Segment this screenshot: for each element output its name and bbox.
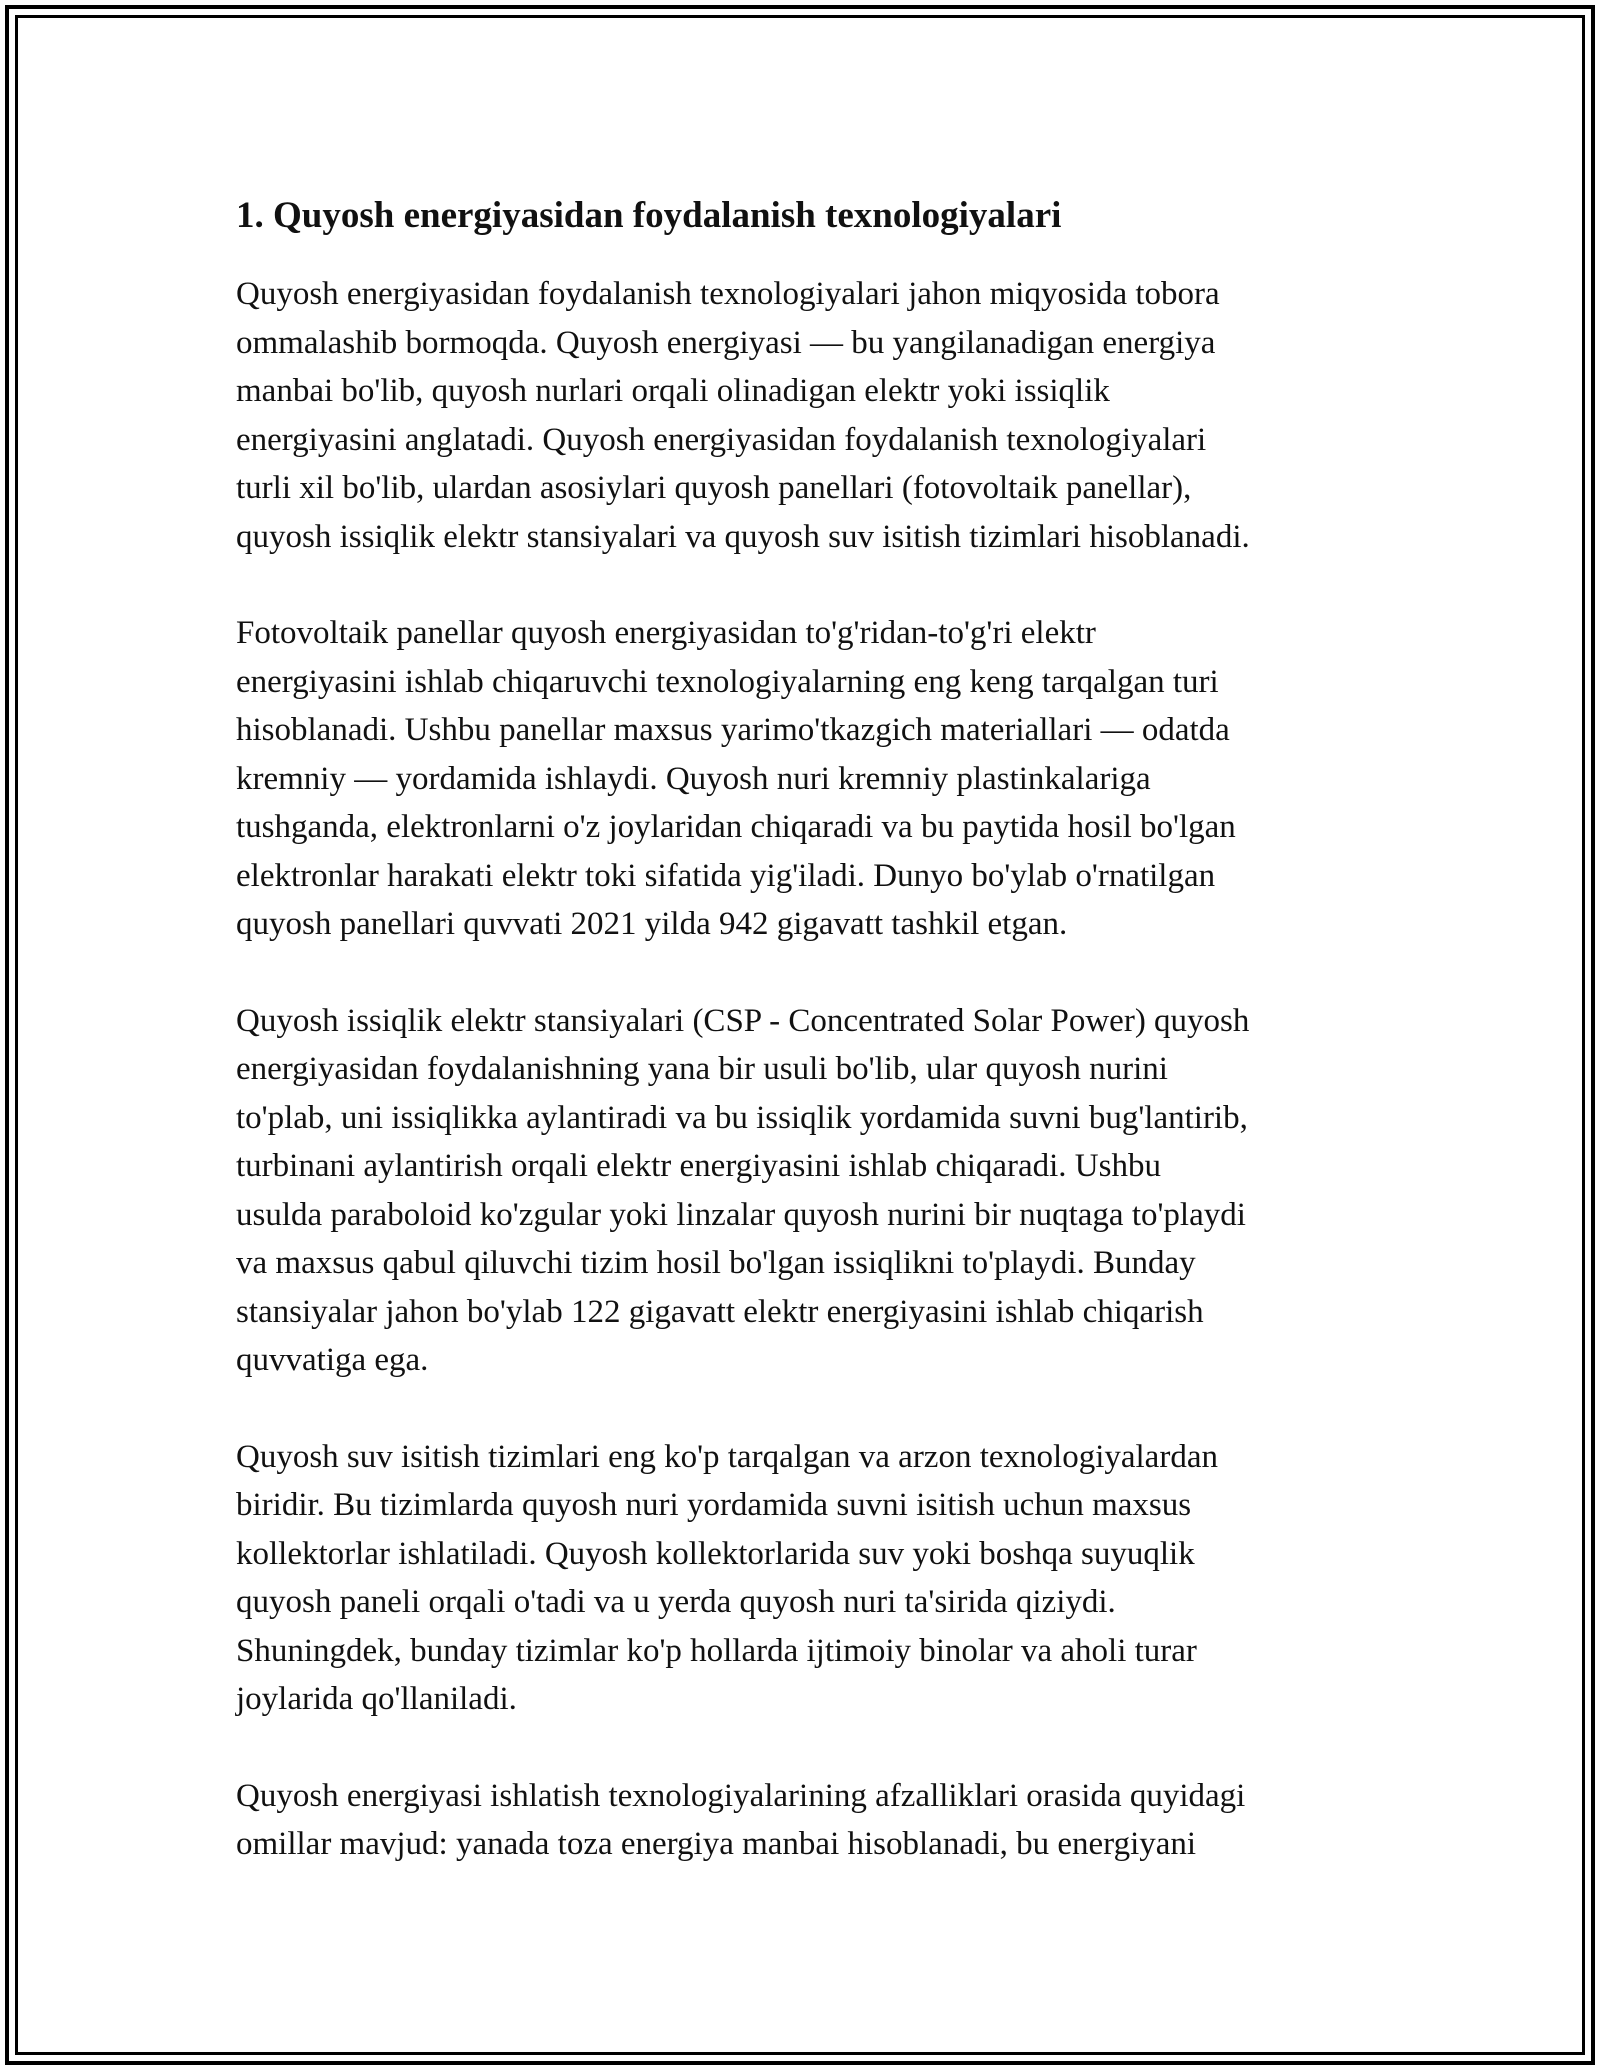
paragraph-advantages bbox=[236, 1772, 1376, 1869]
paragraph-line: usulda paraboloid ko'zgular yoki linzalar quyosh nurini bir nuqtaga to'playdi bbox=[236, 1196, 1246, 1233]
paragraph-line: to'plab, uni issiqlikka aylantiradi va bu issiqlik yordamida suvni bug'lantirib, bbox=[236, 1099, 1248, 1136]
paragraph-line: tushganda, elektronlarni o'z joylaridan chiqaradi va bu paytida hosil bo'lgan bbox=[236, 809, 1236, 845]
paragraph-line: Quyosh energiyasidan foydalanish texnologiyalari jahon miqyosida tobora bbox=[236, 276, 1220, 312]
paragraph-intro bbox=[236, 270, 1376, 561]
paragraph-line: hisoblanadi. Ushbu panellar maxsus yarimo'tkazgich materiallari — odatda bbox=[236, 712, 1230, 748]
paragraph-line: energiyasini ishlab chiqaruvchi texnologiyalarning eng keng tarqalgan turi bbox=[236, 663, 1219, 700]
paragraph-line: turbinani aylantirish orqali elektr energiyasini ishlab chiqaradi. Ushbu bbox=[236, 1148, 1161, 1184]
paragraph-line: energiyasidan foydalanishning yana bir usuli bo'lib, ular quyosh nurini bbox=[236, 1051, 1168, 1087]
paragraph-line: biridir. Bu tizimlarda quyosh nuri yordamida suvni isitish uchun maxsus bbox=[236, 1487, 1192, 1523]
paragraph-line: quyosh paneli orqali o'tadi va u yerda quyosh nuri ta'sirida qiziydi. bbox=[236, 1584, 1116, 1620]
paragraph-water-heating bbox=[236, 1433, 1376, 1724]
paragraph-line: manbai bo'lib, quyosh nurlari orqali olinadigan elektr yoki issiqlik bbox=[236, 373, 1110, 409]
paragraph-line: omillar mavjud: yanada toza energiya manbai hisoblanadi, bu energiyani bbox=[236, 1826, 1197, 1862]
paragraph-line: quyosh panellari quvvati 2021 yilda 942 gigavatt tashkil etgan. bbox=[236, 906, 1068, 942]
paragraph-line: Shuningdek, bunday tizimlar ko'p hollarda ijtimoiy binolar va aholi turar bbox=[236, 1632, 1197, 1669]
paragraph-csp bbox=[236, 997, 1376, 1385]
paragraph-line: ommalashib bormoqda. Quyosh energiyasi — bu yangilanadigan energiya bbox=[236, 324, 1216, 361]
paragraph-line: elektronlar harakati elektr toki sifatida yig'iladi. Dunyo bo'ylab o'rnatilgan bbox=[236, 857, 1216, 894]
document-body bbox=[236, 186, 1376, 1869]
paragraph-photovoltaic bbox=[236, 609, 1376, 949]
paragraph-line: energiyasini anglatadi. Quyosh energiyasidan foydalanish texnologiyalari bbox=[236, 421, 1207, 458]
section-heading: 1. Quyosh energiyasidan foydalanish texnologiyalari bbox=[236, 195, 1062, 236]
paragraph-line: quyosh issiqlik elektr stansiyalari va quyosh suv isitish tizimlari hisoblanadi. bbox=[236, 518, 1250, 555]
paragraph-line: Quyosh energiyasi ishlatish texnologiyalarining afzalliklari orasida quyidagi bbox=[236, 1777, 1246, 1814]
paragraph-line: joylarida qo'llaniladi. bbox=[236, 1681, 517, 1717]
paragraph-line: kremniy — yordamida ishlaydi. Quyosh nuri kremniy plastinkalariga bbox=[236, 760, 1151, 797]
paragraph-line: Fotovoltaik panellar quyosh energiyasidan to'g'ridan-to'g'ri elektr bbox=[236, 615, 1096, 651]
paragraph-line: quvvatiga ega. bbox=[236, 1342, 429, 1378]
paragraph-line: Quyosh suv isitish tizimlari eng ko'p tarqalgan va arzon texnologiyalardan bbox=[236, 1438, 1218, 1475]
paragraph-line: va maxsus qabul qiluvchi tizim hosil bo'lgan issiqlikni to'playdi. Bunday bbox=[236, 1245, 1196, 1281]
paragraph-line: stansiyalar jahon bo'ylab 122 gigavatt elektr energiyasini ishlab chiqarish bbox=[236, 1293, 1204, 1330]
paragraph-line: Quyosh issiqlik elektr stansiyalari (CSP - Concentrated Solar Power) quyosh bbox=[236, 1002, 1250, 1039]
paragraph-line: kollektorlar ishlatiladi. Quyosh kollektorlarida suv yoki boshqa suyuqlik bbox=[236, 1535, 1195, 1572]
paragraph-line: turli xil bo'lib, ulardan asosiylari quyosh panellari (fotovoltaik panellar), bbox=[236, 470, 1192, 506]
